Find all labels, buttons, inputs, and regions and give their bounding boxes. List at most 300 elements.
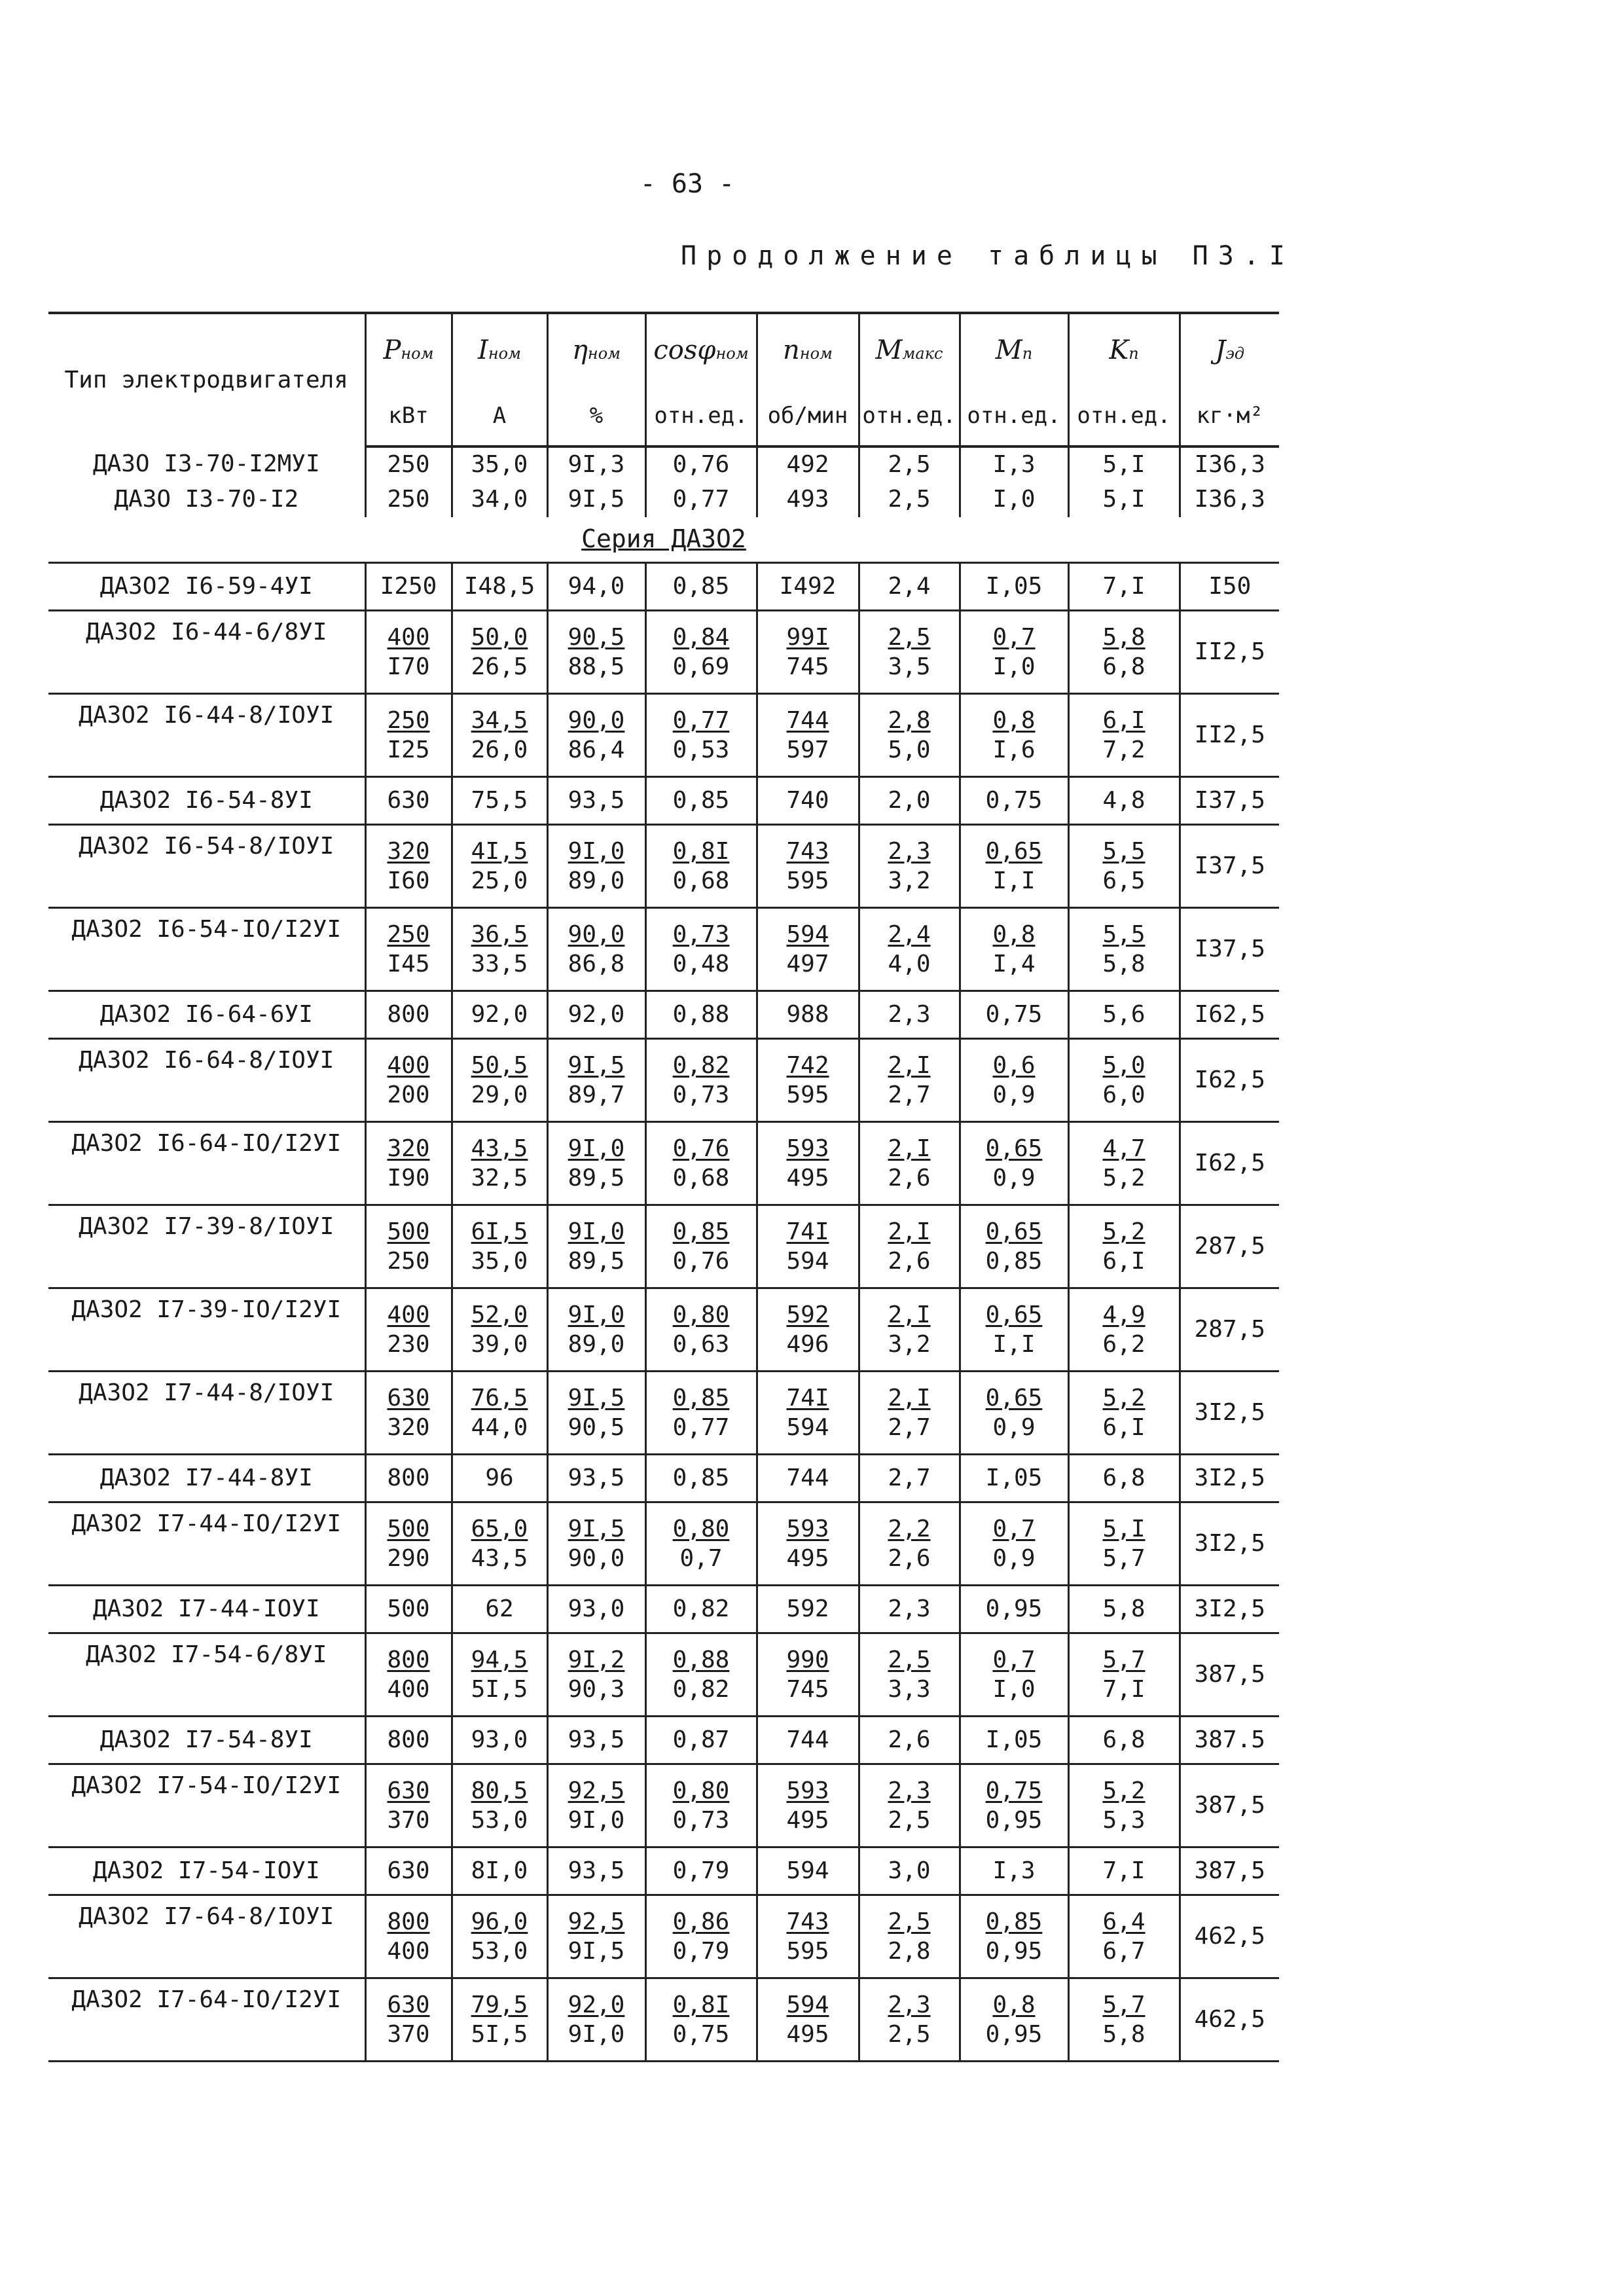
starting-current-ratio-cell bbox=[1068, 1205, 1180, 1288]
low-speed-value: 0,68 bbox=[672, 1165, 730, 1191]
starting-current-ratio-cell: 7,I bbox=[1068, 1847, 1180, 1895]
high-speed-value: 80,5 bbox=[471, 1777, 528, 1804]
high-speed-value: 320 bbox=[387, 838, 430, 865]
power-factor-cell: 0,87 bbox=[645, 1717, 757, 1764]
low-speed-value: 0,9 bbox=[992, 1082, 1036, 1108]
high-speed-value: 4I,5 bbox=[471, 838, 528, 865]
low-speed-value: I,6 bbox=[992, 737, 1036, 763]
value-pair bbox=[758, 1051, 858, 1110]
high-speed-value: 50,5 bbox=[471, 1052, 528, 1079]
speed-cell: I492 bbox=[757, 563, 859, 611]
current-cell bbox=[452, 1372, 547, 1455]
speed-cell bbox=[757, 1633, 859, 1717]
motor-type-cell: ДАЗО2 I7-64-IО/I2УI bbox=[48, 1978, 365, 2062]
max-torque-cell bbox=[859, 1122, 960, 1205]
current-cell: I48,5 bbox=[452, 563, 547, 611]
low-speed-value: 0,75 bbox=[672, 2021, 730, 2048]
low-speed-value: 745 bbox=[786, 653, 829, 680]
current-cell: 35,0 bbox=[452, 446, 547, 482]
speed-cell: 740 bbox=[757, 777, 859, 825]
starting-torque-cell bbox=[960, 1502, 1068, 1586]
high-speed-value: 400 bbox=[387, 1301, 430, 1328]
high-speed-value: 500 bbox=[387, 1516, 430, 1542]
low-speed-value: 400 bbox=[387, 1938, 430, 1965]
value-pair bbox=[961, 623, 1068, 682]
low-speed-value: 43,5 bbox=[471, 1545, 528, 1572]
inertia-cell: I37,5 bbox=[1180, 825, 1279, 908]
starting-torque-cell: I,0 bbox=[960, 482, 1068, 517]
low-speed-value: 26,0 bbox=[471, 737, 528, 763]
speed-cell: 493 bbox=[757, 482, 859, 517]
table-row bbox=[48, 825, 1279, 908]
high-speed-value: 0,65 bbox=[985, 1301, 1043, 1328]
power-factor-cell: 0,85 bbox=[645, 563, 757, 611]
high-speed-value: 5,7 bbox=[1102, 1992, 1146, 2018]
value-pair bbox=[367, 1990, 451, 2049]
max-torque-cell bbox=[859, 908, 960, 991]
high-speed-value: 0,80 bbox=[672, 1777, 730, 1804]
high-speed-value: 250 bbox=[387, 921, 430, 948]
speed-cell bbox=[757, 908, 859, 991]
value-pair bbox=[860, 1051, 959, 1110]
high-speed-value: 743 bbox=[786, 838, 829, 865]
high-speed-value: 90,0 bbox=[568, 707, 625, 734]
starting-torque-cell: I,3 bbox=[960, 1847, 1068, 1895]
efficiency-cell: 93,5 bbox=[547, 1455, 645, 1502]
current-cell bbox=[452, 1978, 547, 2062]
low-speed-value: 3,3 bbox=[888, 1676, 931, 1703]
motor-type-cell: ДАЗО2 I6-64-8/IОУI bbox=[48, 1039, 365, 1122]
starting-torque-cell bbox=[960, 1205, 1068, 1288]
value-pair bbox=[647, 1514, 756, 1573]
speed-cell: 592 bbox=[757, 1586, 859, 1633]
starting-torque-cell: I,3 bbox=[960, 446, 1068, 482]
speed-cell: 988 bbox=[757, 991, 859, 1039]
value-pair bbox=[549, 1776, 645, 1835]
value-pair bbox=[860, 1645, 959, 1704]
max-torque-cell: 3,0 bbox=[859, 1847, 960, 1895]
high-speed-value: 0,82 bbox=[672, 1052, 730, 1079]
power-factor-cell: 0,79 bbox=[645, 1847, 757, 1895]
high-speed-value: 400 bbox=[387, 1052, 430, 1079]
high-speed-value: 50,0 bbox=[471, 624, 528, 651]
efficiency-cell: 93,5 bbox=[547, 1847, 645, 1895]
high-speed-value: 0,85 bbox=[672, 1218, 730, 1245]
column-header-unit: А bbox=[452, 386, 547, 446]
low-speed-value: 0,9 bbox=[992, 1545, 1036, 1572]
value-pair bbox=[367, 706, 451, 765]
value-pair bbox=[549, 837, 645, 896]
value-pair bbox=[453, 1051, 547, 1110]
low-speed-value: 495 bbox=[786, 2021, 829, 2048]
max-torque-cell bbox=[859, 1895, 960, 1978]
low-speed-value: I60 bbox=[387, 867, 430, 894]
value-pair bbox=[453, 1383, 547, 1442]
value-pair bbox=[549, 1300, 645, 1359]
column-symbol-subscript: ном bbox=[401, 344, 434, 363]
high-speed-value: 36,5 bbox=[471, 921, 528, 948]
high-speed-value: 92,5 bbox=[568, 1908, 625, 1935]
power-factor-cell bbox=[645, 1039, 757, 1122]
low-speed-value: 595 bbox=[786, 1938, 829, 1965]
value-pair bbox=[961, 920, 1068, 979]
value-pair bbox=[647, 920, 756, 979]
max-torque-cell bbox=[859, 1978, 960, 2062]
table-row bbox=[48, 1502, 1279, 1586]
column-header-symbol bbox=[645, 313, 757, 386]
motor-type-cell: ДАЗО2 I6-59-4УI bbox=[48, 563, 365, 611]
efficiency-cell: 9I,5 bbox=[547, 482, 645, 517]
value-pair bbox=[1070, 1134, 1179, 1193]
column-header-symbol bbox=[452, 313, 547, 386]
speed-cell bbox=[757, 1895, 859, 1978]
high-speed-value: 79,5 bbox=[471, 1992, 528, 2018]
power-factor-cell: 0,85 bbox=[645, 1455, 757, 1502]
low-speed-value: 2,5 bbox=[888, 2021, 931, 2048]
motor-type-cell: ДАЗО2 I7-44-8УI bbox=[48, 1455, 365, 1502]
low-speed-value: I90 bbox=[387, 1165, 430, 1191]
column-symbol-subscript: п bbox=[1128, 344, 1139, 363]
current-cell: 62 bbox=[452, 1586, 547, 1633]
starting-current-ratio-cell bbox=[1068, 694, 1180, 777]
efficiency-cell bbox=[547, 1764, 645, 1847]
high-speed-value: 0,8 bbox=[992, 1992, 1036, 2018]
power-factor-cell: 0,88 bbox=[645, 991, 757, 1039]
table-row bbox=[48, 1978, 1279, 2062]
value-pair bbox=[549, 1514, 645, 1573]
value-pair bbox=[1070, 1051, 1179, 1110]
high-speed-value: 594 bbox=[786, 1992, 829, 2018]
starting-current-ratio-cell: 6,8 bbox=[1068, 1717, 1180, 1764]
high-speed-value: 92,5 bbox=[568, 1777, 625, 1804]
inertia-cell: I37,5 bbox=[1180, 777, 1279, 825]
power-cell bbox=[365, 1764, 452, 1847]
high-speed-value: 2,I bbox=[888, 1301, 931, 1328]
value-pair bbox=[1070, 1300, 1179, 1359]
low-speed-value: 4,0 bbox=[888, 951, 931, 977]
low-speed-value: 0,69 bbox=[672, 653, 730, 680]
table-row bbox=[48, 1717, 1279, 1764]
high-speed-value: 2,I bbox=[888, 1052, 931, 1079]
value-pair bbox=[367, 837, 451, 896]
max-torque-cell: 2,3 bbox=[859, 991, 960, 1039]
low-speed-value: 88,5 bbox=[568, 653, 625, 680]
speed-cell bbox=[757, 1764, 859, 1847]
speed-cell bbox=[757, 1205, 859, 1288]
high-speed-value: 250 bbox=[387, 707, 430, 734]
low-speed-value: 9I,0 bbox=[568, 2021, 625, 2048]
value-pair bbox=[1070, 837, 1179, 896]
value-pair bbox=[1070, 1514, 1179, 1573]
column-header-unit: отн.ед. bbox=[645, 386, 757, 446]
efficiency-cell bbox=[547, 1039, 645, 1122]
value-pair bbox=[758, 1514, 858, 1573]
low-speed-value: I,0 bbox=[992, 1676, 1036, 1703]
low-speed-value: 9I,0 bbox=[568, 1807, 625, 1834]
low-speed-value: 0,68 bbox=[672, 867, 730, 894]
inertia-cell: 387,5 bbox=[1180, 1764, 1279, 1847]
value-pair bbox=[758, 1300, 858, 1359]
max-torque-cell bbox=[859, 1039, 960, 1122]
column-symbol: cosφ bbox=[653, 335, 716, 365]
high-speed-value: 800 bbox=[387, 1908, 430, 1935]
high-speed-value: 593 bbox=[786, 1777, 829, 1804]
table-row bbox=[48, 1372, 1279, 1455]
low-speed-value: 39,0 bbox=[471, 1331, 528, 1358]
type-column-header: Тип электродвигателя bbox=[48, 313, 365, 446]
power-factor-cell bbox=[645, 694, 757, 777]
low-speed-value: 5,0 bbox=[888, 737, 931, 763]
value-pair bbox=[453, 1776, 547, 1835]
low-speed-value: 0,95 bbox=[985, 2021, 1043, 2048]
column-header-unit: отн.ед. bbox=[960, 386, 1068, 446]
value-pair bbox=[367, 1907, 451, 1966]
high-speed-value: 6I,5 bbox=[471, 1218, 528, 1245]
power-factor-cell bbox=[645, 1978, 757, 2062]
high-speed-value: 9I,5 bbox=[568, 1052, 625, 1079]
high-speed-value: 0,77 bbox=[672, 707, 730, 734]
low-speed-value: 230 bbox=[387, 1331, 430, 1358]
column-header-unit: об/мин bbox=[757, 386, 859, 446]
max-torque-cell bbox=[859, 611, 960, 694]
low-speed-value: 89,0 bbox=[568, 1331, 625, 1358]
low-speed-value: 35,0 bbox=[471, 1248, 528, 1275]
max-torque-cell bbox=[859, 694, 960, 777]
starting-torque-cell bbox=[960, 908, 1068, 991]
high-speed-value: 990 bbox=[786, 1646, 829, 1673]
power-cell bbox=[365, 1895, 452, 1978]
high-speed-value: 500 bbox=[387, 1218, 430, 1245]
low-speed-value: 2,7 bbox=[888, 1082, 931, 1108]
high-speed-value: 9I,0 bbox=[568, 1301, 625, 1328]
speed-cell: 594 bbox=[757, 1847, 859, 1895]
high-speed-value: 2,4 bbox=[888, 921, 931, 948]
table-row bbox=[48, 1039, 1279, 1122]
value-pair bbox=[367, 920, 451, 979]
max-torque-cell: 2,5 bbox=[859, 482, 960, 517]
value-pair bbox=[860, 1383, 959, 1442]
table-row bbox=[48, 1205, 1279, 1288]
low-speed-value: 25,0 bbox=[471, 867, 528, 894]
speed-cell bbox=[757, 1039, 859, 1122]
low-speed-value: 6,8 bbox=[1102, 653, 1146, 680]
motor-type-cell: ДАЗО I3-70-I2МУI bbox=[92, 450, 320, 478]
value-pair bbox=[758, 1217, 858, 1276]
value-pair bbox=[549, 623, 645, 682]
column-header-symbol bbox=[1180, 313, 1279, 386]
high-speed-value: 4,9 bbox=[1102, 1301, 1146, 1328]
low-speed-value: 89,0 bbox=[568, 867, 625, 894]
value-pair bbox=[647, 1300, 756, 1359]
value-pair bbox=[1070, 920, 1179, 979]
high-speed-value: 9I,0 bbox=[568, 1218, 625, 1245]
current-cell bbox=[452, 1895, 547, 1978]
speed-cell bbox=[757, 825, 859, 908]
motor-type-cell: ДАЗО2 I6-54-8УI bbox=[48, 777, 365, 825]
max-torque-cell bbox=[859, 1372, 960, 1455]
motor-type-cell: ДАЗО2 I7-44-IО/I2УI bbox=[48, 1502, 365, 1586]
speed-cell bbox=[757, 611, 859, 694]
low-speed-value: 86,8 bbox=[568, 951, 625, 977]
column-symbol-subscript: ном bbox=[488, 344, 521, 363]
max-torque-cell: 2,0 bbox=[859, 777, 960, 825]
starting-torque-cell bbox=[960, 1895, 1068, 1978]
low-speed-value: 200 bbox=[387, 1082, 430, 1108]
power-factor-cell: 0,82 bbox=[645, 1586, 757, 1633]
starting-torque-cell: 0,75 bbox=[960, 777, 1068, 825]
low-speed-value: 5I,5 bbox=[471, 2021, 528, 2048]
inertia-cell: 387,5 bbox=[1180, 1633, 1279, 1717]
efficiency-cell bbox=[547, 1502, 645, 1586]
motor-type-cell: ДАЗО2 I7-39-8/IОУI bbox=[48, 1205, 365, 1288]
low-speed-value: 6,5 bbox=[1102, 867, 1146, 894]
low-speed-value: 2,6 bbox=[888, 1248, 931, 1275]
inertia-cell: I62,5 bbox=[1180, 1122, 1279, 1205]
efficiency-cell: 94,0 bbox=[547, 563, 645, 611]
low-speed-value: 7,I bbox=[1102, 1676, 1146, 1703]
table-row bbox=[48, 1895, 1279, 1978]
power-cell bbox=[365, 1502, 452, 1586]
low-speed-value: 89,5 bbox=[568, 1248, 625, 1275]
value-pair bbox=[1070, 1217, 1179, 1276]
high-speed-value: 0,76 bbox=[672, 1135, 730, 1162]
starting-torque-cell bbox=[960, 825, 1068, 908]
high-speed-value: 96,0 bbox=[471, 1908, 528, 1935]
low-speed-value: 495 bbox=[786, 1807, 829, 1834]
low-speed-value: 0,9 bbox=[992, 1414, 1036, 1441]
high-speed-value: 74I bbox=[786, 1385, 829, 1411]
column-header-symbol bbox=[547, 313, 645, 386]
column-symbol: P bbox=[383, 335, 401, 365]
column-header-symbol bbox=[960, 313, 1068, 386]
starting-current-ratio-cell: 6,8 bbox=[1068, 1455, 1180, 1502]
starting-torque-cell: I,05 bbox=[960, 1455, 1068, 1502]
power-cell: 800 bbox=[365, 1717, 452, 1764]
power-cell bbox=[365, 1039, 452, 1122]
column-header-symbol bbox=[757, 313, 859, 386]
high-speed-value: 0,65 bbox=[985, 1218, 1043, 1245]
starting-current-ratio-cell bbox=[1068, 1502, 1180, 1586]
current-cell bbox=[452, 1039, 547, 1122]
high-speed-value: 5,2 bbox=[1102, 1777, 1146, 1804]
low-speed-value: 53,0 bbox=[471, 1807, 528, 1834]
motor-type-cell: ДАЗО2 I6-44-6/8УI bbox=[48, 611, 365, 694]
power-factor-cell bbox=[645, 1205, 757, 1288]
value-pair bbox=[647, 1907, 756, 1966]
column-symbol: I bbox=[478, 335, 488, 365]
value-pair bbox=[961, 706, 1068, 765]
high-speed-value: 0,8 bbox=[992, 921, 1036, 948]
value-pair bbox=[860, 1990, 959, 2049]
max-torque-cell bbox=[859, 1502, 960, 1586]
low-speed-value: 495 bbox=[786, 1545, 829, 1572]
value-pair bbox=[647, 1051, 756, 1110]
high-speed-value: 800 bbox=[387, 1646, 430, 1673]
high-speed-value: 742 bbox=[786, 1052, 829, 1079]
power-cell bbox=[365, 694, 452, 777]
current-cell bbox=[452, 908, 547, 991]
efficiency-cell bbox=[547, 611, 645, 694]
column-symbol: n bbox=[783, 335, 800, 365]
low-speed-value: I,0 bbox=[992, 653, 1036, 680]
power-factor-cell bbox=[645, 1633, 757, 1717]
max-torque-cell bbox=[859, 1205, 960, 1288]
column-symbol-subscript: ном bbox=[799, 344, 833, 363]
high-speed-value: 0,6 bbox=[992, 1052, 1036, 1079]
low-speed-value: 2,6 bbox=[888, 1545, 931, 1572]
table-continuation-caption: Продолжение таблицы П3.I bbox=[681, 241, 1295, 271]
starting-torque-cell: I,05 bbox=[960, 563, 1068, 611]
motor-type-cell: ДАЗО2 I6-64-6УI bbox=[48, 991, 365, 1039]
motor-type-cell: ДАЗО2 I6-44-8/IОУI bbox=[48, 694, 365, 777]
column-header-unit: % bbox=[547, 386, 645, 446]
starting-current-ratio-cell bbox=[1068, 1039, 1180, 1122]
high-speed-value: 0,7 bbox=[992, 1516, 1036, 1542]
column-symbol-subscript: п bbox=[1022, 344, 1033, 363]
high-speed-value: 2,2 bbox=[888, 1516, 931, 1542]
low-speed-value: 400 bbox=[387, 1676, 430, 1703]
high-speed-value: 76,5 bbox=[471, 1385, 528, 1411]
low-speed-value: 497 bbox=[786, 951, 829, 977]
low-speed-value: 594 bbox=[786, 1414, 829, 1441]
efficiency-cell bbox=[547, 1633, 645, 1717]
efficiency-cell: 93,0 bbox=[547, 1586, 645, 1633]
power-cell: 630 bbox=[365, 1847, 452, 1895]
low-speed-value: I25 bbox=[387, 737, 430, 763]
value-pair bbox=[961, 837, 1068, 896]
high-speed-value: 0,8I bbox=[672, 1992, 730, 2018]
power-cell bbox=[365, 1122, 452, 1205]
high-speed-value: 90,5 bbox=[568, 624, 625, 651]
power-factor-cell bbox=[645, 1895, 757, 1978]
speed-cell bbox=[757, 1288, 859, 1372]
high-speed-value: 592 bbox=[786, 1301, 829, 1328]
value-pair bbox=[549, 920, 645, 979]
starting-current-ratio-cell bbox=[1068, 611, 1180, 694]
low-speed-value: 5,2 bbox=[1102, 1165, 1146, 1191]
power-factor-cell bbox=[645, 1764, 757, 1847]
starting-torque-cell bbox=[960, 1764, 1068, 1847]
high-speed-value: 5,I bbox=[1102, 1516, 1146, 1542]
table-body bbox=[48, 446, 1279, 2062]
low-speed-value: I,I bbox=[992, 1331, 1036, 1358]
current-cell bbox=[452, 694, 547, 777]
low-speed-value: 0,77 bbox=[672, 1414, 730, 1441]
starting-torque-cell bbox=[960, 1039, 1068, 1122]
power-cell bbox=[365, 908, 452, 991]
low-speed-value: 595 bbox=[786, 1082, 829, 1108]
starting-current-ratio-cell bbox=[1068, 1895, 1180, 1978]
value-pair bbox=[647, 1645, 756, 1704]
high-speed-value: 0,80 bbox=[672, 1516, 730, 1542]
value-pair bbox=[961, 1134, 1068, 1193]
value-pair bbox=[758, 1383, 858, 1442]
low-speed-value: I,4 bbox=[992, 951, 1036, 977]
power-cell: 250 bbox=[365, 482, 452, 517]
value-pair bbox=[1070, 1645, 1179, 1704]
efficiency-cell: 92,0 bbox=[547, 991, 645, 1039]
high-speed-value: 630 bbox=[387, 1777, 430, 1804]
high-speed-value: 6,I bbox=[1102, 707, 1146, 734]
low-speed-value: 90,3 bbox=[568, 1676, 625, 1703]
speed-cell: 492 bbox=[757, 446, 859, 482]
column-symbol-subscript: макс bbox=[902, 344, 943, 363]
low-speed-value: 320 bbox=[387, 1414, 430, 1441]
low-speed-value: 3,2 bbox=[888, 1331, 931, 1358]
power-cell bbox=[365, 1372, 452, 1455]
low-speed-value: 0,63 bbox=[672, 1331, 730, 1358]
power-cell bbox=[365, 1633, 452, 1717]
